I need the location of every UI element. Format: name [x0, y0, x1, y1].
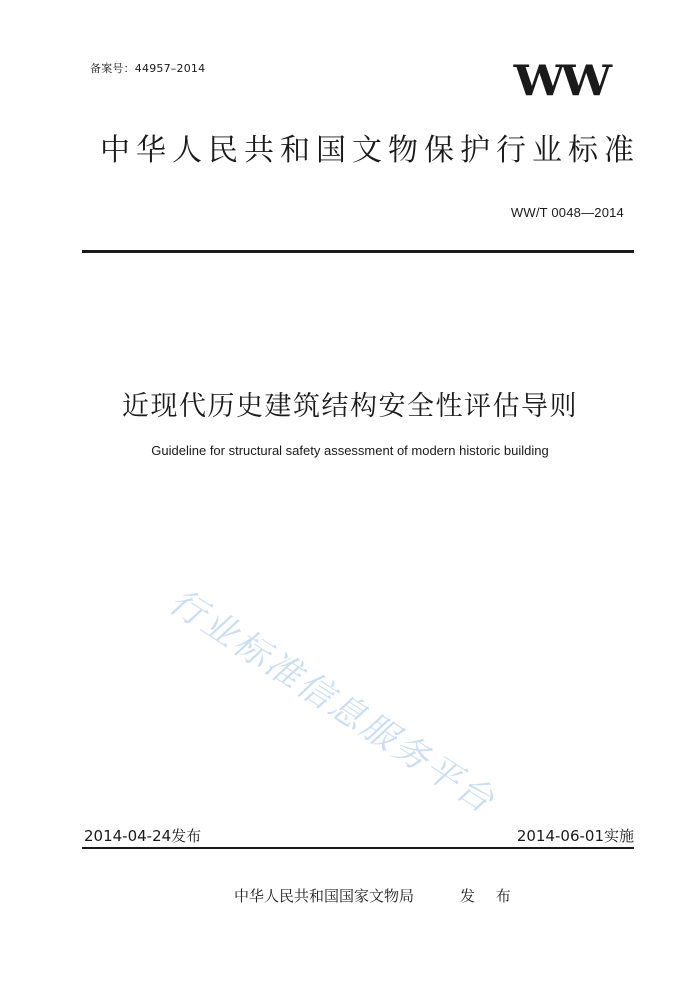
document-title-en: Guideline for structural safety assessment of modern historic building	[151, 443, 549, 458]
standard-type-title: 中华人民共和国文物保护行业标准	[100, 133, 640, 168]
record-number: 备案号：44957–2014	[90, 62, 206, 75]
watermark: 行业标准信息服务平台	[161, 581, 503, 823]
document-title-cn: 近现代历史建筑结构安全性评估导则	[122, 391, 578, 422]
standard-code: WW/T 0048—2014	[510, 205, 624, 220]
implementation-date: 2014-06-01实施	[516, 827, 634, 845]
publisher-name: 中华人民共和国国家文物局	[234, 887, 415, 905]
header-divider	[82, 250, 634, 253]
footer-divider	[82, 847, 634, 849]
publish-label: 发 布	[460, 887, 519, 905]
issue-date: 2014-04-24发布	[84, 827, 202, 845]
ww-logo: WW	[513, 56, 607, 106]
